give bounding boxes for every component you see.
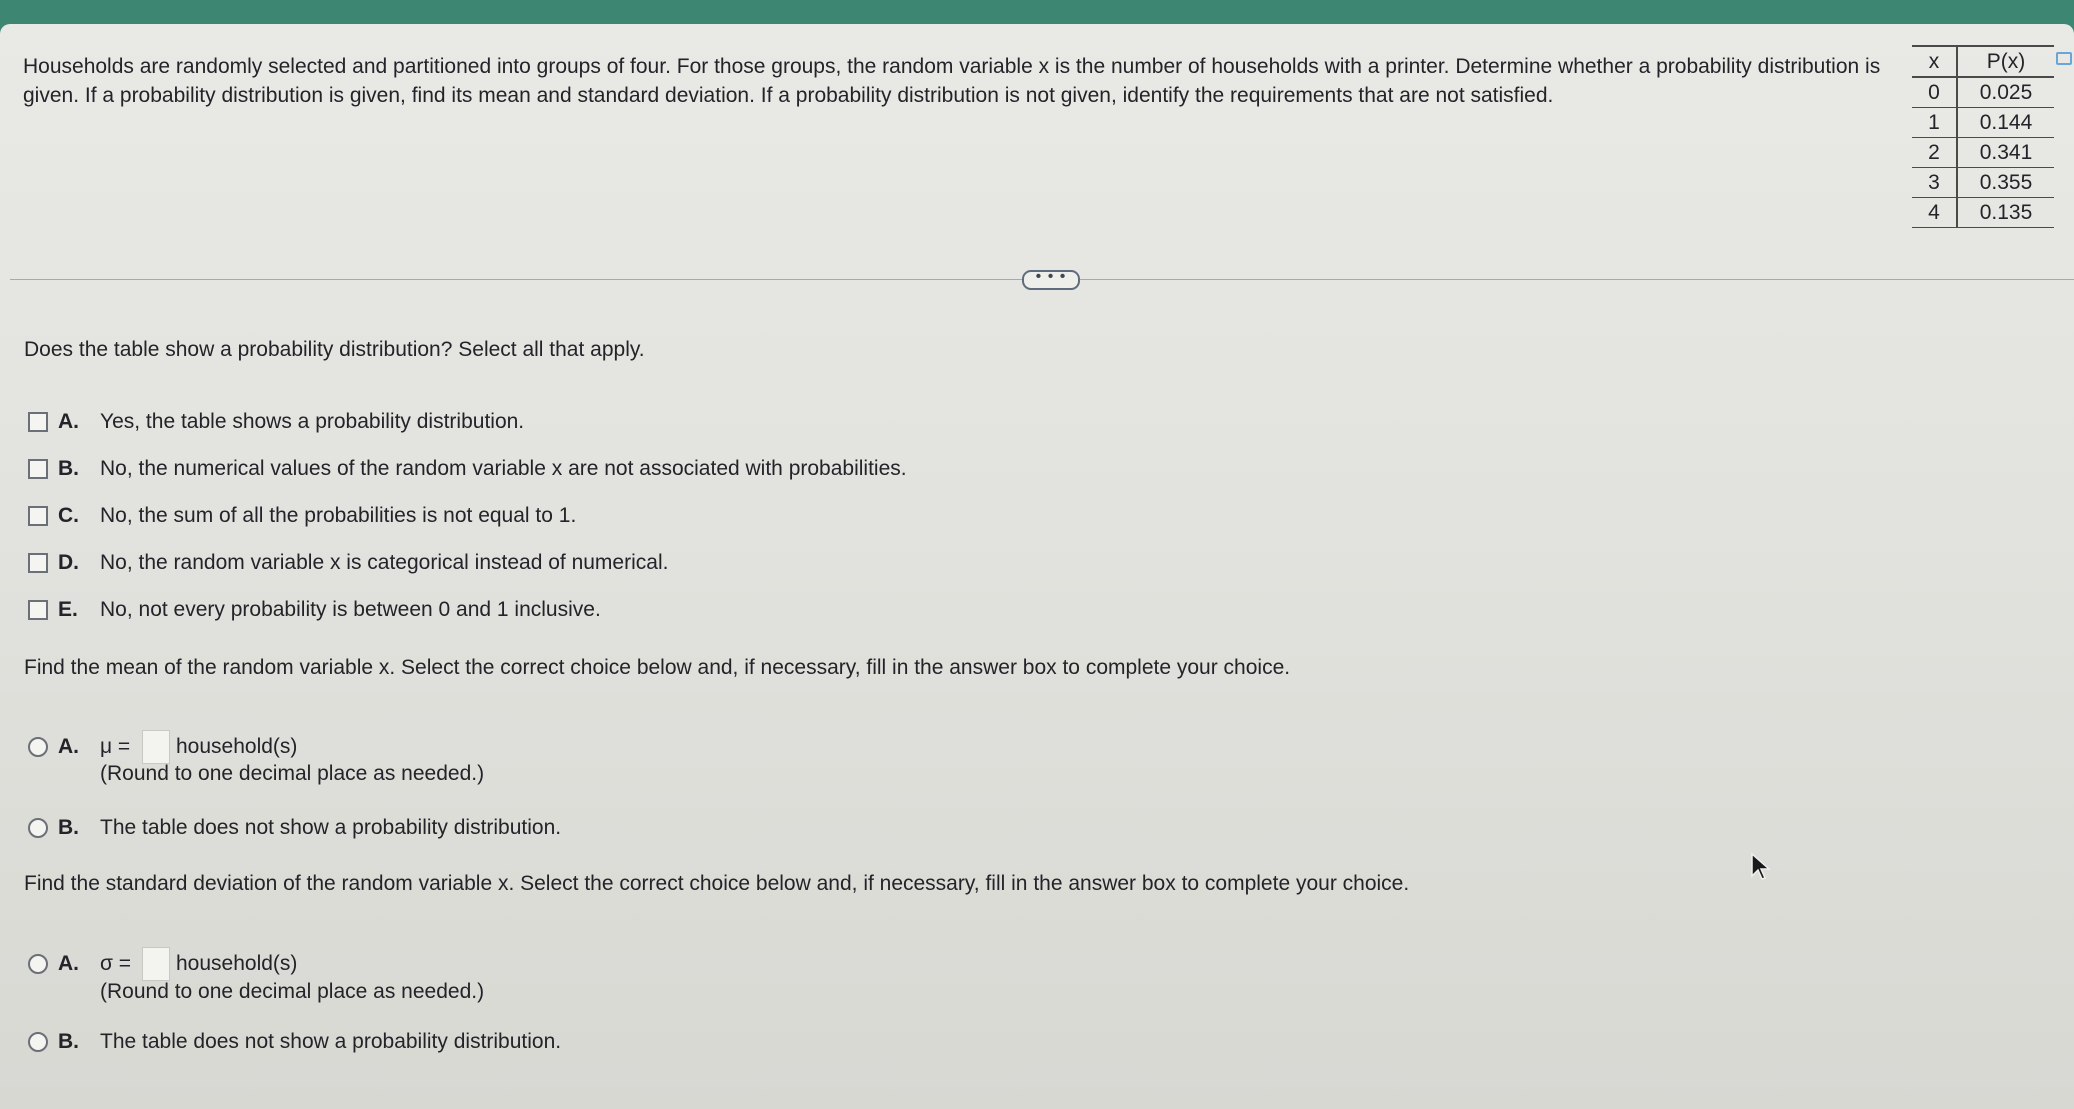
- option-text: No, the numerical values of the random variable x are not associated with probabilities.: [100, 457, 907, 480]
- option-letter: B.: [58, 457, 79, 480]
- table-cell-p: 0.341: [1957, 138, 2054, 168]
- table-cell-p: 0.144: [1957, 108, 2054, 138]
- table-header-x: x: [1912, 46, 1957, 77]
- rounding-note: (Round to one decimal place as needed.): [100, 980, 485, 1003]
- part1-question: Does the table show a probability distribution? Select all that apply.: [24, 338, 645, 361]
- table-cell-p: 0.025: [1957, 77, 2054, 108]
- sigma-symbol: σ =: [100, 952, 132, 975]
- option-text: No, the random variable x is categorical instead of numerical.: [100, 551, 669, 574]
- part2-option-b[interactable]: [28, 816, 561, 840]
- table-cell-x: 4: [1912, 198, 1957, 228]
- more-button[interactable]: • • •: [1022, 270, 1080, 290]
- table-row: [1912, 198, 2054, 228]
- table-row: [1912, 168, 2054, 198]
- mean-answer-input[interactable]: [142, 730, 170, 764]
- option-text: The table does not show a probability distribution.: [100, 816, 562, 839]
- option-letter: B.: [58, 1030, 79, 1053]
- option-text: No, the sum of all the probabilities is not equal to 1.: [100, 504, 577, 527]
- radio-a[interactable]: [28, 737, 48, 757]
- rounding-note: (Round to one decimal place as needed.): [100, 762, 485, 785]
- table-cell-p: 0.135: [1957, 198, 2054, 228]
- option-letter: A.: [58, 735, 79, 758]
- table-row: [1912, 138, 2054, 168]
- part2-option-a[interactable]: [28, 730, 297, 764]
- radio-b[interactable]: [28, 1032, 48, 1052]
- mean-symbol: μ =: [100, 735, 131, 758]
- probability-table: [1912, 45, 2054, 228]
- option-letter: A.: [58, 952, 79, 975]
- table-cell-x: 1: [1912, 108, 1957, 138]
- table-row: [1912, 108, 2054, 138]
- table-cell-p: 0.355: [1957, 168, 2054, 198]
- option-text: No, not every probability is between 0 and 1 inclusive.: [100, 598, 601, 621]
- checkbox-b[interactable]: [28, 459, 48, 479]
- part1-option-a[interactable]: [28, 410, 524, 434]
- table-cell-x: 3: [1912, 168, 1957, 198]
- option-letter: E.: [58, 598, 78, 621]
- part3-option-a[interactable]: [28, 947, 297, 981]
- part2-question: Find the mean of the random variable x. Select the correct choice below and, if necessary, fill in the answer box to complete your choice.: [24, 656, 1291, 679]
- option-text: Yes, the table shows a probability distribution.: [100, 410, 525, 433]
- checkbox-d[interactable]: [28, 553, 48, 573]
- part3-question: Find the standard deviation of the random variable x. Select the correct choice below and, if necessary, fill in the answer box to complete your choice.: [24, 872, 1410, 895]
- option-letter: C.: [58, 504, 79, 527]
- table-header-px: P(x): [1957, 46, 2054, 77]
- radio-b[interactable]: [28, 818, 48, 838]
- sd-answer-input[interactable]: [142, 947, 170, 981]
- checkbox-c[interactable]: [28, 506, 48, 526]
- table-row: [1912, 77, 2054, 108]
- question-prompt: Households are randomly selected and partitioned into groups of four. For those groups, the random variable x is the number of households with a printer. Determine whether a probability distribution is given. If a probability distribution is given, find its mean and standard deviation. If a probability distribution is not given, identify the requirements that are not satisfied.: [23, 55, 1881, 107]
- mouse-cursor-icon: [1750, 852, 1772, 882]
- option-unit: household(s): [176, 952, 298, 975]
- part1-option-b[interactable]: [28, 457, 907, 481]
- option-letter: B.: [58, 816, 79, 839]
- popout-icon[interactable]: [2056, 52, 2072, 65]
- part1-option-d[interactable]: [28, 551, 668, 575]
- part1-option-e[interactable]: [28, 598, 601, 622]
- checkbox-e[interactable]: [28, 600, 48, 620]
- part1-option-c[interactable]: [28, 504, 576, 528]
- table-cell-x: 0: [1912, 77, 1957, 108]
- part3-option-b[interactable]: [28, 1030, 561, 1054]
- checkbox-a[interactable]: [28, 412, 48, 432]
- radio-a[interactable]: [28, 954, 48, 974]
- table-cell-x: 2: [1912, 138, 1957, 168]
- option-letter: A.: [58, 410, 79, 433]
- option-unit: household(s): [176, 735, 298, 758]
- option-text: The table does not show a probability distribution.: [100, 1030, 562, 1053]
- option-letter: D.: [58, 551, 79, 574]
